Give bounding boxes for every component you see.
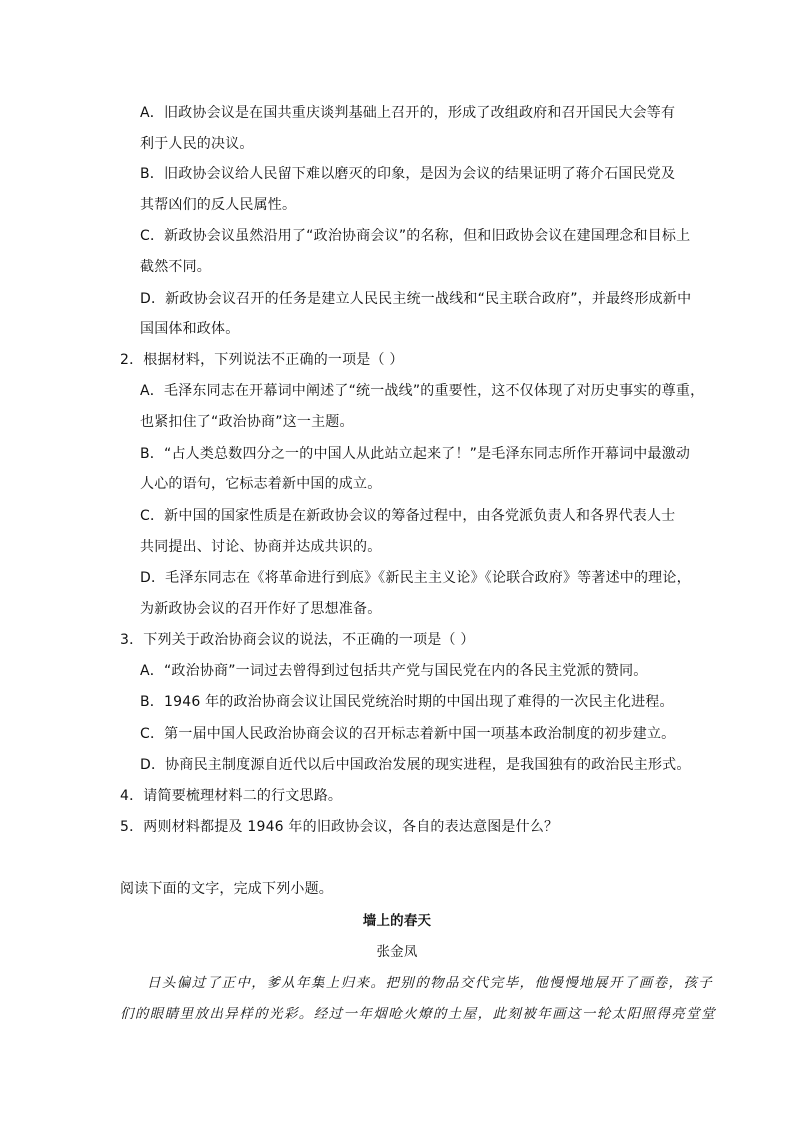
q2-option-b-line1: B．“占人类总数四分之一的中国人从此站立起来了！”是毛泽东同志所作开幕词中最激动 — [140, 446, 691, 462]
q3-option-a: A．“政治协商”一词过去曾得到过包括共产党与国民党在内的各民主党派的赞同。 — [140, 663, 648, 679]
q1-option-c-line2: 截然不同。 — [140, 259, 211, 275]
question-5-stem: 5．两则材料都提及 1946 年的旧政协会议，各自的表达意图是什么？ — [120, 819, 559, 835]
q3-option-c: C．第一届中国人民政治协商会议的召开标志着新中国一项基本政治制度的初步建立。 — [140, 726, 676, 742]
article-body-line-2: 们的眼睛里放出异样的光彩。经过一年烟呛火燎的土屋，此刻被年画这一轮太阳照得亮堂堂 — [120, 1006, 716, 1022]
q2-option-a-line2: 也紧扣住了“政治协商”这一主题。 — [140, 414, 354, 430]
q1-option-a-line2: 利于人民的决议。 — [140, 136, 254, 152]
q2-option-c-line2: 共同提出、讨论、协商并达成共识的。 — [140, 539, 382, 555]
article-title: 墙上的春天 — [362, 913, 432, 929]
q1-option-d-line1: D．新政协会议召开的任务是建立人民民主统一战线和“民主联合政府”，并最终形成新中 — [140, 291, 692, 307]
q2-option-a-line1: A．毛泽东同志在开幕词中阐述了“统一战线”的重要性，这不仅体现了对历史事实的尊重， — [140, 383, 705, 399]
q3-option-d: D．协商民主制度源自近代以后中国政治发展的现实进程，是我国独有的政治民主形式。 — [140, 757, 691, 773]
question-2-stem: 2．根据材料，下列说法不正确的一项是（ ） — [120, 352, 404, 368]
reading-instruction: 阅读下面的文字，完成下列小题。 — [120, 881, 333, 897]
q3-option-b: B．1946 年的政治协商会议让国民党统治时期的中国出现了难得的一次民主化进程。 — [140, 694, 674, 710]
article-body-line-1: 日头偏过了正中，爹从年集上归来。把别的物品交代完毕，他慢慢地展开了画卷，孩子 — [147, 975, 714, 991]
article-author: 张金凤 — [376, 944, 418, 960]
q2-option-d-line1: D．毛泽东同志在《将革命进行到底》《新民主主义论》《论联合政府》等著述中的理论， — [140, 570, 691, 586]
q1-option-b-line2: 其帮凶们的反人民属性。 — [140, 197, 297, 213]
q2-option-c-line1: C．新中国的国家性质是在新政协会议的筹备过程中，由各党派负责人和各界代表人士 — [140, 508, 676, 524]
q1-option-d-line2: 国国体和政体。 — [140, 321, 240, 337]
q1-option-a-line1: A．旧政协会议是在国共重庆谈判基础上召开的，形成了改组政府和召开国民大会等有 — [140, 105, 676, 121]
q1-option-c-line1: C．新政协会议虽然沿用了“政治协商会议”的名称，但和旧政协会议在建国理念和目标上 — [140, 228, 691, 244]
question-4-stem: 4．请简要梳理材料二的行文思路。 — [120, 788, 343, 804]
q2-option-b-line2: 人心的语句，它标志着新中国的成立。 — [140, 476, 382, 492]
q1-option-b-line1: B．旧政协会议给人民留下难以磨灭的印象，是因为会议的结果证明了蒋介石国民党及 — [140, 166, 676, 182]
q2-option-d-line2: 为新政协会议的召开作好了思想准备。 — [140, 601, 382, 617]
question-3-stem: 3．下列关于政治协商会议的说法，不正确的一项是（ ） — [120, 632, 475, 648]
